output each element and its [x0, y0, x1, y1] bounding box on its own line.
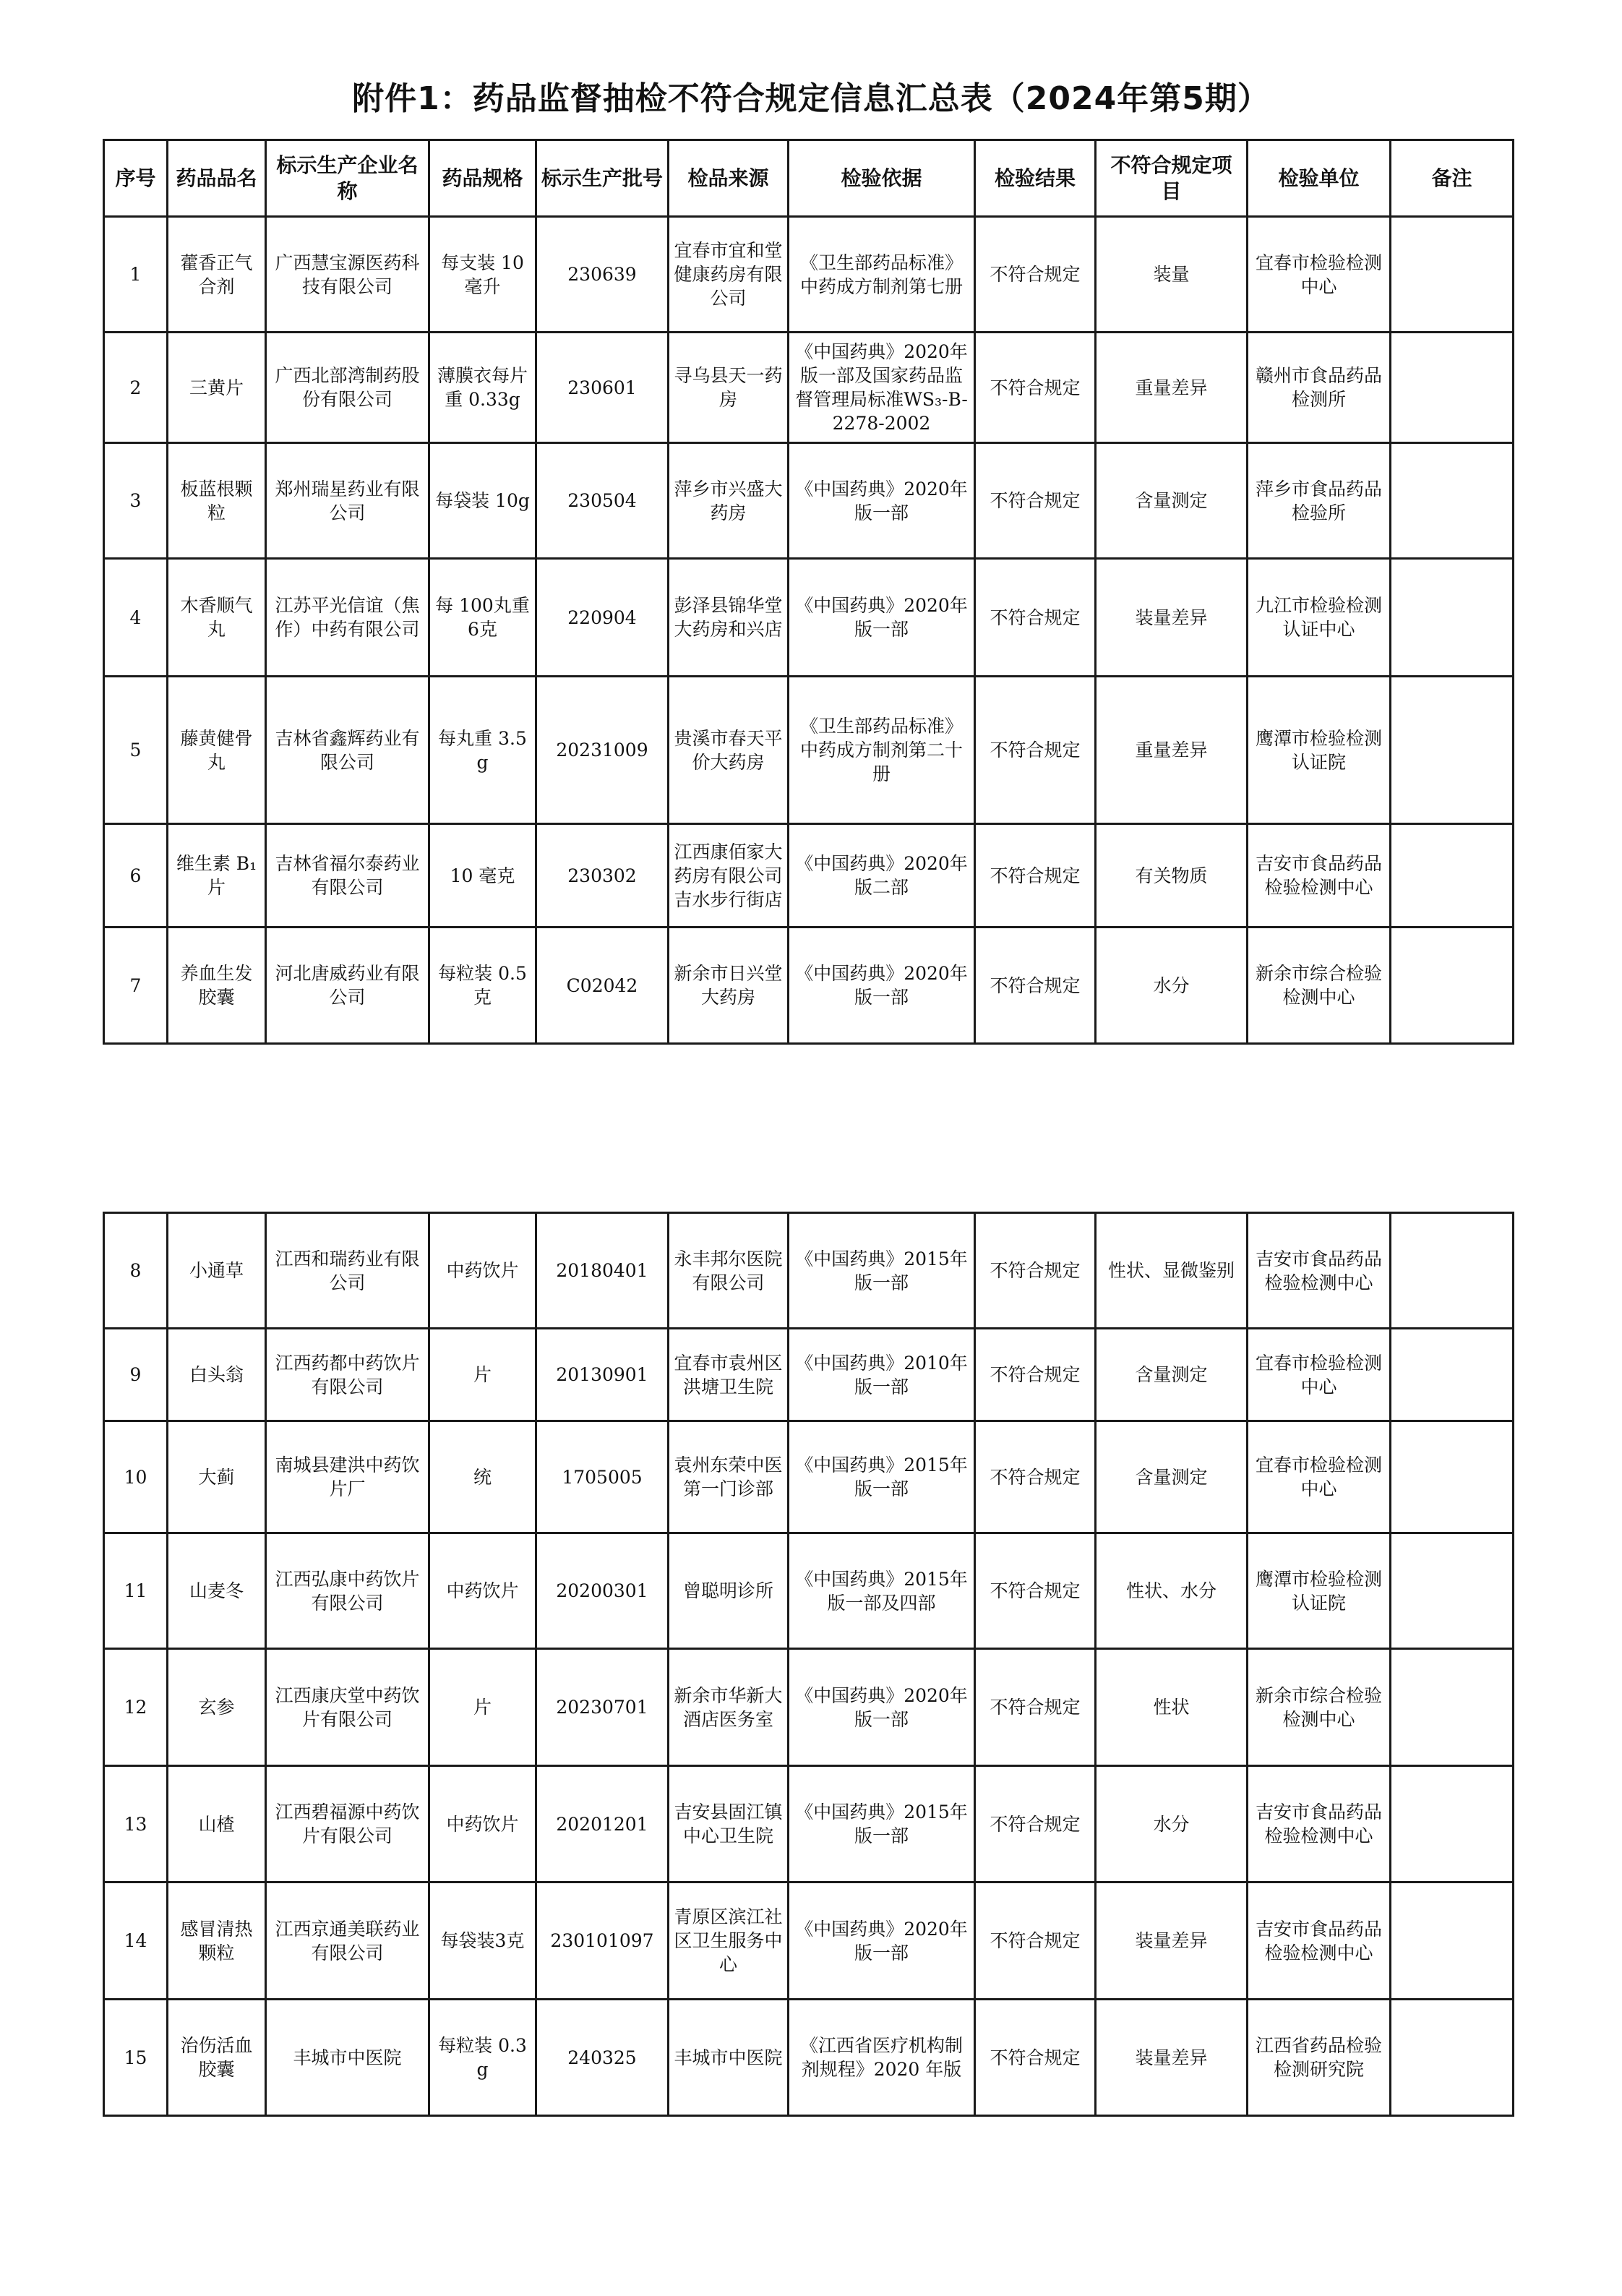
drug-name-cell: 山麦冬 — [168, 1533, 266, 1649]
table-row — [104, 824, 1514, 928]
note-cell — [1391, 1329, 1514, 1421]
table-header-row — [104, 140, 1514, 217]
table-body-1 — [104, 217, 1514, 1044]
sample-source-cell: 宜春市宜和堂健康药房有限公司 — [669, 217, 789, 333]
spec-cell: 中药饮片 — [429, 1533, 536, 1649]
drug-name-cell: 玄参 — [168, 1649, 266, 1766]
table-row — [104, 677, 1514, 824]
drug-name-cell: 藿香正气合剂 — [168, 217, 266, 333]
test-result-cell: 不符合规定 — [975, 928, 1096, 1044]
header-basis: 检验依据 — [789, 140, 975, 217]
drug-name-cell: 治伤活血胶囊 — [168, 2000, 266, 2116]
manufacturer-cell: 广西北部湾制药股份有限公司 — [266, 333, 429, 443]
note-cell — [1391, 1533, 1514, 1649]
test-result-cell: 不符合规定 — [975, 559, 1096, 677]
failed-item-cell: 水分 — [1096, 928, 1248, 1044]
batch-number-cell: 220904 — [536, 559, 669, 677]
sample-source-cell: 永丰邦尔医院有限公司 — [669, 1213, 789, 1329]
test-result-cell: 不符合规定 — [975, 1649, 1096, 1766]
failed-item-cell: 装量 — [1096, 217, 1248, 333]
header-spec: 药品规格 — [429, 140, 536, 217]
test-basis-cell: 《中国药典》2015年版一部 — [789, 1766, 975, 1882]
test-basis-cell: 《中国药典》2020年版一部 — [789, 1649, 975, 1766]
note-cell — [1391, 1882, 1514, 2000]
failed-item-cell: 含量测定 — [1096, 443, 1248, 559]
test-basis-cell: 《中国药典》2020年版一部 — [789, 443, 975, 559]
summary-table-part-1 — [103, 139, 1514, 1045]
failed-item-cell: 性状 — [1096, 1649, 1248, 1766]
test-result-cell: 不符合规定 — [975, 677, 1096, 824]
note-cell — [1391, 824, 1514, 928]
header-source: 检品来源 — [669, 140, 789, 217]
row-no-cell: 9 — [104, 1329, 168, 1421]
test-basis-cell: 《江西省医疗机构制剂规程》2020 年版 — [789, 2000, 975, 2116]
drug-name-cell: 大蓟 — [168, 1421, 266, 1533]
spec-cell: 每粒装 0.5克 — [429, 928, 536, 1044]
test-basis-cell: 《中国药典》2015年版一部及四部 — [789, 1533, 975, 1649]
test-result-cell: 不符合规定 — [975, 443, 1096, 559]
sample-source-cell: 新余市华新大酒店医务室 — [669, 1649, 789, 1766]
manufacturer-cell: 广西慧宝源医药科技有限公司 — [266, 217, 429, 333]
header-failed-item: 不符合规定项目 — [1096, 140, 1248, 217]
drug-name-cell: 小通草 — [168, 1213, 266, 1329]
test-result-cell: 不符合规定 — [975, 217, 1096, 333]
note-cell — [1391, 333, 1514, 443]
table-row — [104, 1213, 1514, 1329]
spec-cell: 每 100丸重6克 — [429, 559, 536, 677]
header-manufacturer: 标示生产企业名称 — [266, 140, 429, 217]
drug-name-cell: 养血生发胶囊 — [168, 928, 266, 1044]
testing-lab-cell: 新余市综合检验检测中心 — [1248, 928, 1391, 1044]
drug-name-cell: 感冒清热颗粒 — [168, 1882, 266, 2000]
batch-number-cell: 230504 — [536, 443, 669, 559]
spec-cell: 薄膜衣每片重 0.33g — [429, 333, 536, 443]
note-cell — [1391, 1213, 1514, 1329]
table-row — [104, 333, 1514, 443]
spec-cell: 中药饮片 — [429, 1213, 536, 1329]
manufacturer-cell: 吉林省福尔泰药业有限公司 — [266, 824, 429, 928]
sample-source-cell: 丰城市中医院 — [669, 2000, 789, 2116]
failed-item-cell: 含量测定 — [1096, 1421, 1248, 1533]
test-basis-cell: 《中国药典》2015年版一部 — [789, 1213, 975, 1329]
batch-number-cell: 20180401 — [536, 1213, 669, 1329]
sample-source-cell: 曾聪明诊所 — [669, 1533, 789, 1649]
spec-cell: 每袋装3克 — [429, 1882, 536, 2000]
row-no-cell: 6 — [104, 824, 168, 928]
testing-lab-cell: 吉安市食品药品检验检测中心 — [1248, 1766, 1391, 1882]
batch-number-cell: 240325 — [536, 2000, 669, 2116]
drug-name-cell: 藤黄健骨丸 — [168, 677, 266, 824]
spec-cell: 片 — [429, 1649, 536, 1766]
header-result: 检验结果 — [975, 140, 1096, 217]
test-result-cell: 不符合规定 — [975, 1882, 1096, 2000]
row-no-cell: 15 — [104, 2000, 168, 2116]
table-row — [104, 559, 1514, 677]
spec-cell: 每袋装 10g — [429, 443, 536, 559]
testing-lab-cell: 吉安市食品药品检验检测中心 — [1248, 1213, 1391, 1329]
table-body-2 — [104, 1213, 1514, 2116]
manufacturer-cell: 江西和瑞药业有限公司 — [266, 1213, 429, 1329]
spec-cell: 10 毫克 — [429, 824, 536, 928]
manufacturer-cell: 南城县建洪中药饮片厂 — [266, 1421, 429, 1533]
sample-source-cell: 吉安县固江镇中心卫生院 — [669, 1766, 789, 1882]
test-result-cell: 不符合规定 — [975, 1329, 1096, 1421]
row-no-cell: 2 — [104, 333, 168, 443]
row-no-cell: 14 — [104, 1882, 168, 2000]
testing-lab-cell: 宜春市检验检测中心 — [1248, 1329, 1391, 1421]
row-no-cell: 4 — [104, 559, 168, 677]
header-no: 序号 — [104, 140, 168, 217]
row-no-cell: 8 — [104, 1213, 168, 1329]
testing-lab-cell: 吉安市食品药品检验检测中心 — [1248, 824, 1391, 928]
sample-source-cell: 新余市日兴堂大药房 — [669, 928, 789, 1044]
note-cell — [1391, 1649, 1514, 1766]
failed-item-cell: 性状、显微鉴别 — [1096, 1213, 1248, 1329]
failed-item-cell: 装量差异 — [1096, 1882, 1248, 2000]
sample-source-cell: 青原区滨江社区卫生服务中心 — [669, 1882, 789, 2000]
test-result-cell: 不符合规定 — [975, 333, 1096, 443]
note-cell — [1391, 559, 1514, 677]
manufacturer-cell: 江西碧福源中药饮片有限公司 — [266, 1766, 429, 1882]
drug-name-cell: 木香顺气丸 — [168, 559, 266, 677]
note-cell — [1391, 2000, 1514, 2116]
failed-item-cell: 装量差异 — [1096, 2000, 1248, 2116]
manufacturer-cell: 丰城市中医院 — [266, 2000, 429, 2116]
table-row — [104, 1421, 1514, 1533]
batch-number-cell: 230639 — [536, 217, 669, 333]
sample-source-cell: 宜春市袁州区洪塘卫生院 — [669, 1329, 789, 1421]
failed-item-cell: 有关物质 — [1096, 824, 1248, 928]
manufacturer-cell: 江西药都中药饮片有限公司 — [266, 1329, 429, 1421]
sample-source-cell: 寻乌县天一药房 — [669, 333, 789, 443]
testing-lab-cell: 萍乡市食品药品检验所 — [1248, 443, 1391, 559]
sample-source-cell: 袁州东荣中医第一门诊部 — [669, 1421, 789, 1533]
testing-lab-cell: 新余市综合检验检测中心 — [1248, 1649, 1391, 1766]
header-note: 备注 — [1391, 140, 1514, 217]
batch-number-cell: 20201201 — [536, 1766, 669, 1882]
row-no-cell: 12 — [104, 1649, 168, 1766]
table-row — [104, 2000, 1514, 2116]
failed-item-cell: 重量差异 — [1096, 333, 1248, 443]
test-basis-cell: 《中国药典》2010年版一部 — [789, 1329, 975, 1421]
test-basis-cell: 《中国药典》2020年版一部及国家药品监督管理局标准WS₃-B-2278-2002 — [789, 333, 975, 443]
failed-item-cell: 含量测定 — [1096, 1329, 1248, 1421]
test-result-cell: 不符合规定 — [975, 1421, 1096, 1533]
header-lab: 检验单位 — [1248, 140, 1391, 217]
test-result-cell: 不符合规定 — [975, 1213, 1096, 1329]
drug-name-cell: 白头翁 — [168, 1329, 266, 1421]
testing-lab-cell: 江西省药品检验检测研究院 — [1248, 2000, 1391, 2116]
test-basis-cell: 《中国药典》2015年版一部 — [789, 1421, 975, 1533]
spec-cell: 每丸重 3.5g — [429, 677, 536, 824]
test-basis-cell: 《卫生部药品标准》中药成方制剂第七册 — [789, 217, 975, 333]
note-cell — [1391, 677, 1514, 824]
test-basis-cell: 《卫生部药品标准》中药成方制剂第二十册 — [789, 677, 975, 824]
test-result-cell: 不符合规定 — [975, 2000, 1096, 2116]
batch-number-cell: 230101097 — [536, 1882, 669, 2000]
testing-lab-cell: 鹰潭市检验检测认证院 — [1248, 1533, 1391, 1649]
testing-lab-cell: 赣州市食品药品检测所 — [1248, 333, 1391, 443]
testing-lab-cell: 宜春市检验检测中心 — [1248, 217, 1391, 333]
row-no-cell: 5 — [104, 677, 168, 824]
failed-item-cell: 性状、水分 — [1096, 1533, 1248, 1649]
note-cell — [1391, 928, 1514, 1044]
table-row — [104, 1766, 1514, 1882]
spec-cell: 统 — [429, 1421, 536, 1533]
row-no-cell: 1 — [104, 217, 168, 333]
row-no-cell: 3 — [104, 443, 168, 559]
sample-source-cell: 萍乡市兴盛大药房 — [669, 443, 789, 559]
test-result-cell: 不符合规定 — [975, 824, 1096, 928]
sample-source-cell: 江西康佰家大药房有限公司吉水步行街店 — [669, 824, 789, 928]
spec-cell: 每支装 10 毫升 — [429, 217, 536, 333]
summary-table-part-2 — [103, 1212, 1514, 2117]
test-basis-cell: 《中国药典》2020年版一部 — [789, 1882, 975, 2000]
failed-item-cell: 重量差异 — [1096, 677, 1248, 824]
table-row — [104, 1882, 1514, 2000]
test-basis-cell: 《中国药典》2020年版一部 — [789, 559, 975, 677]
manufacturer-cell: 郑州瑞星药业有限公司 — [266, 443, 429, 559]
sample-source-cell: 彭泽县锦华堂大药房和兴店 — [669, 559, 789, 677]
drug-name-cell: 维生素 B₁片 — [168, 824, 266, 928]
test-result-cell: 不符合规定 — [975, 1766, 1096, 1882]
table-row — [104, 928, 1514, 1044]
batch-number-cell: 20231009 — [536, 677, 669, 824]
manufacturer-cell: 江西京通美联药业有限公司 — [266, 1882, 429, 2000]
failed-item-cell: 装量差异 — [1096, 559, 1248, 677]
testing-lab-cell: 九江市检验检测认证中心 — [1248, 559, 1391, 677]
test-basis-cell: 《中国药典》2020年版一部 — [789, 928, 975, 1044]
drug-name-cell: 三黄片 — [168, 333, 266, 443]
drug-name-cell: 山楂 — [168, 1766, 266, 1882]
spec-cell: 每粒装 0.3g — [429, 2000, 536, 2116]
note-cell — [1391, 1421, 1514, 1533]
manufacturer-cell: 江西康庆堂中药饮片有限公司 — [266, 1649, 429, 1766]
spec-cell: 中药饮片 — [429, 1766, 536, 1882]
drug-name-cell: 板蓝根颗粒 — [168, 443, 266, 559]
batch-number-cell: 1705005 — [536, 1421, 669, 1533]
batch-number-cell: 230601 — [536, 333, 669, 443]
row-no-cell: 11 — [104, 1533, 168, 1649]
header-batch: 标示生产批号 — [536, 140, 669, 217]
batch-number-cell: 20230701 — [536, 1649, 669, 1766]
row-no-cell: 10 — [104, 1421, 168, 1533]
note-cell — [1391, 217, 1514, 333]
batch-number-cell: 230302 — [536, 824, 669, 928]
spec-cell: 片 — [429, 1329, 536, 1421]
test-result-cell: 不符合规定 — [975, 1533, 1096, 1649]
manufacturer-cell: 吉林省鑫辉药业有限公司 — [266, 677, 429, 824]
testing-lab-cell: 宜春市检验检测中心 — [1248, 1421, 1391, 1533]
manufacturer-cell: 江苏平光信谊（焦作）中药有限公司 — [266, 559, 429, 677]
batch-number-cell: 20200301 — [536, 1533, 669, 1649]
note-cell — [1391, 443, 1514, 559]
batch-number-cell: 20130901 — [536, 1329, 669, 1421]
row-no-cell: 13 — [104, 1766, 168, 1882]
manufacturer-cell: 河北唐威药业有限公司 — [266, 928, 429, 1044]
testing-lab-cell: 吉安市食品药品检验检测中心 — [1248, 1882, 1391, 2000]
page-title: 附件1：药品监督抽检不符合规定信息汇总表（2024年第5期） — [352, 80, 1270, 117]
header-drug-name: 药品品名 — [168, 140, 266, 217]
manufacturer-cell: 江西弘康中药饮片有限公司 — [266, 1533, 429, 1649]
sample-source-cell: 贵溪市春天平价大药房 — [669, 677, 789, 824]
table-row — [104, 1649, 1514, 1766]
note-cell — [1391, 1766, 1514, 1882]
table-row — [104, 217, 1514, 333]
table-row — [104, 1329, 1514, 1421]
test-basis-cell: 《中国药典》2020年版二部 — [789, 824, 975, 928]
row-no-cell: 7 — [104, 928, 168, 1044]
testing-lab-cell: 鹰潭市检验检测认证院 — [1248, 677, 1391, 824]
failed-item-cell: 水分 — [1096, 1766, 1248, 1882]
batch-number-cell: C02042 — [536, 928, 669, 1044]
table-row — [104, 1533, 1514, 1649]
table-row — [104, 443, 1514, 559]
